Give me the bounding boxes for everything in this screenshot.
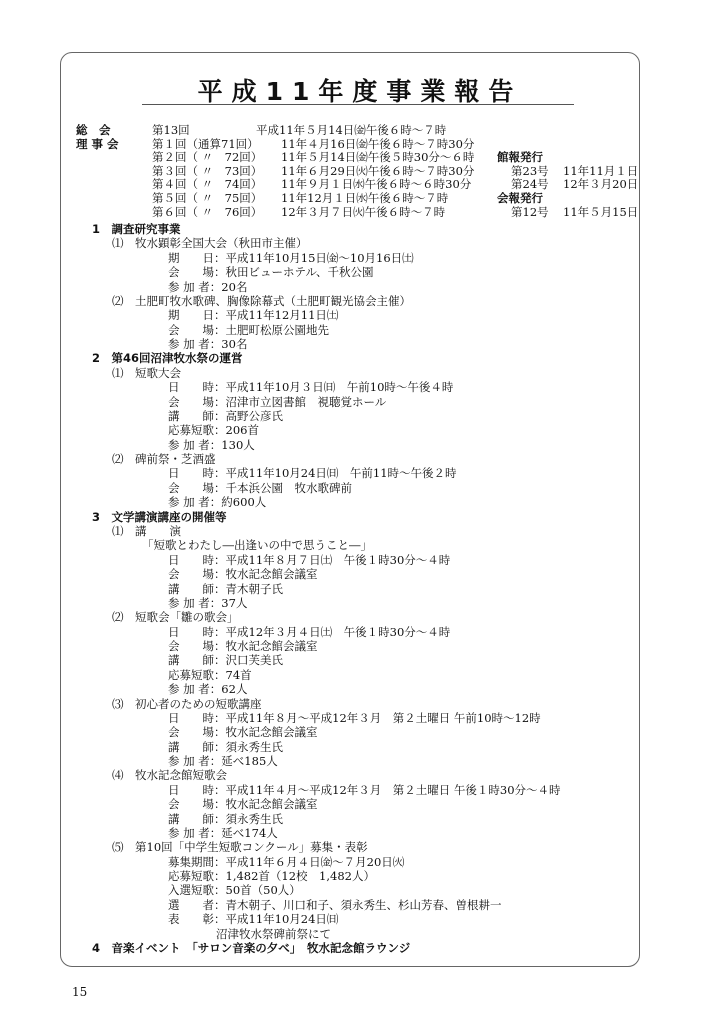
report-line: 期 日：平成11年10月15日㈮～10月16日㈯: [168, 250, 414, 265]
report-line: ⑵ 碑前祭・芝酒盛: [112, 452, 216, 467]
report-line: 会 場：牧水記念館会議室: [168, 567, 318, 582]
report-line: 沼津牧水祭碑前祭にて: [216, 926, 331, 941]
report-line: 参 加 者：延べ185人: [168, 754, 278, 769]
kanpo-issue: 第24号: [511, 177, 549, 192]
page-number: 15: [72, 985, 88, 999]
report-line: 講 師：須永秀生氏: [168, 811, 283, 826]
report-line: 会 場：土肥町松原公園地先: [168, 322, 329, 337]
report-line: ⑸ 第10回「中学生短歌コンクール」募集・表彰: [112, 840, 368, 855]
sokai-label: 総 会: [76, 123, 111, 137]
report-line: 日 時：平成11年４月～平成12年３月 第２土曜日 午後１時30分～４時: [168, 782, 561, 797]
report-line: 会 場：牧水記念館会議室: [168, 725, 318, 740]
report-line: ⑴ 牧水顕彰全国大会（秋田市主催）: [112, 236, 308, 251]
rijikai-session: 第６回（ 〃 76回）: [152, 204, 263, 219]
rijikai-session: 第２回（ 〃 72回）: [152, 150, 263, 165]
sokai-datetime: 平成11年５月14日㈮午後６時～７時: [256, 123, 447, 137]
report-line: 応募短歌：1,482首（12校 1,482人）: [168, 869, 375, 884]
rijikai-datetime: 11年５月14日㈮午後５時30分～６時: [281, 150, 475, 165]
rijikai-datetime: 12年３月７日㈫午後６時～７時: [281, 204, 446, 219]
report-line: 参 加 者：37人: [168, 595, 248, 610]
report-line: 会 場：秋田ビューホテル、千秋公園: [168, 265, 374, 280]
report-line: 会 場：千本浜公園 牧水歌碑前: [168, 480, 352, 495]
report-line: ⑶ 初心者のための短歌講座: [112, 696, 262, 711]
report-line: 参 加 者：130人: [168, 437, 255, 452]
report-line: 参 加 者：30名: [168, 337, 248, 352]
report-line: 日 時：平成11年８月７日㈯ 午後１時30分～４時: [168, 552, 451, 567]
section-heading: 1 調査研究事業: [92, 222, 181, 236]
section-heading: 3 文学講演講座の開催等: [92, 509, 227, 524]
report-line: 会 場：沼津市立図書館 視聴覚ホール: [168, 394, 387, 409]
rijikai-datetime: 11年４月16日㈮午後６時～７時30分: [281, 136, 475, 151]
report-line: 講 師：沢口芙美氏: [168, 653, 283, 668]
kanpo-date: 11年11月１日: [563, 163, 639, 178]
report-line: 表 彰：平成11年10月24日㈰: [168, 912, 339, 927]
report-line: 講 師：高野公彦氏: [168, 408, 283, 423]
report-line: ⑴ 講 演: [112, 523, 181, 538]
sokai-session: 第13回: [152, 123, 190, 137]
kaiho-issue: 第12号: [511, 204, 549, 219]
report-line: ⑵ 短歌会「雛の歌会」: [112, 610, 239, 625]
rijikai-datetime: 11年12月１日㈬午後６時～７時: [281, 191, 449, 205]
rijikai-session: 第４回（ 〃 74回）: [152, 177, 263, 192]
report-line: 応募短歌：206首: [168, 423, 259, 438]
report-line: 講 師：須永秀生氏: [168, 739, 283, 754]
report-line: 応募短歌：74首: [168, 667, 252, 682]
rijikai-session: 第１回（通算71回）: [152, 136, 259, 151]
kanpo-date: 12年３月20日: [563, 177, 639, 192]
report-line: 日 時：平成11年８月～平成12年３月 第２土曜日 午前10時～12時: [168, 710, 541, 725]
report-line: 参 加 者：62人: [168, 682, 248, 697]
rijikai-session: 第５回（ 〃 75回）: [152, 191, 263, 205]
kanpo-issue: 第23号: [511, 163, 549, 178]
rijikai-label: 理 事 会: [76, 136, 119, 151]
kanpo-heading: 館報発行: [497, 150, 543, 165]
report-line: 日 時：平成11年10月24日㈰ 午前11時～午後２時: [168, 466, 457, 481]
page-title: 平成11年度事業報告: [197, 77, 523, 106]
section-heading: 4 音楽イベント 「サロン音楽の夕べ」 牧水記念館ラウンジ: [92, 941, 411, 955]
report-line: 講 師：青木朝子氏: [168, 581, 283, 596]
report-line: 募集期間：平成11年６月４日㈮～７月20日㈫: [168, 854, 405, 869]
report-line: 日 時：平成11年10月３日㈰ 午前10時～午後４時: [168, 380, 454, 395]
report-line: 「短歌とわたし―出逢いの中で思うこと―」: [142, 538, 372, 553]
report-line: 日 時：平成12年３月４日㈯ 午後１時30分～４時: [168, 624, 451, 639]
report-line: 入選短歌：50首（50人）: [168, 883, 301, 898]
report-line: ⑵ 土肥町牧水歌碑、胸像除幕式（土肥町観光協会主催）: [112, 293, 411, 308]
report-line: 参 加 者：約600人: [168, 495, 267, 510]
kaiho-date: 11年５月15日: [563, 204, 639, 219]
section-heading: 2 第46回沼津牧水祭の運営: [92, 351, 243, 366]
report-line: ⑷ 牧水記念館短歌会: [112, 768, 227, 783]
report-line: 選 者：青木朝子、川口和子、須永秀生、杉山芳春、曽根耕一: [168, 897, 502, 912]
rijikai-session: 第３回（ 〃 73回）: [152, 163, 263, 178]
rijikai-datetime: 11年９月１日㈬午後６時～６時30分: [281, 177, 472, 192]
report-line: 会 場：牧水記念館会議室: [168, 797, 318, 812]
report-line: 期 日：平成11年12月11日㈯: [168, 308, 339, 323]
rijikai-datetime: 11年６月29日㈫午後６時～７時30分: [281, 163, 475, 178]
title-underline: [142, 104, 574, 105]
report-line: 参 加 者：延べ174人: [168, 825, 278, 840]
report-line: ⑴ 短歌大会: [112, 365, 181, 380]
report-line: 参 加 者：20名: [168, 279, 248, 294]
kaiho-heading: 会報発行: [497, 191, 543, 205]
report-line: 会 場：牧水記念館会議室: [168, 639, 318, 654]
